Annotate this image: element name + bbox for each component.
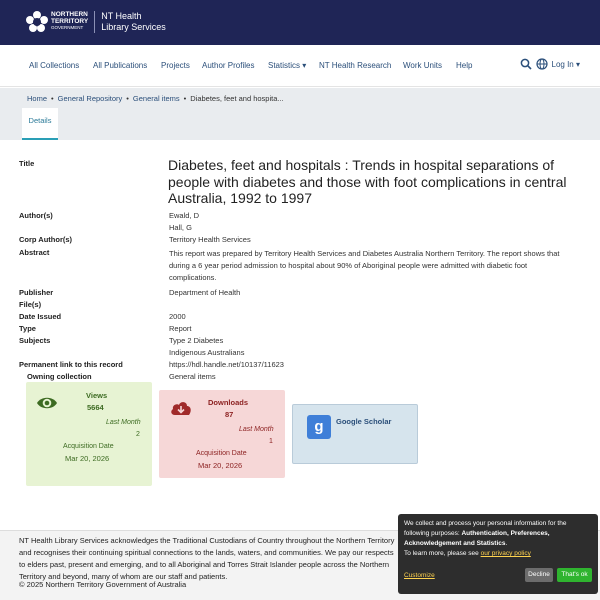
copyright-text: © 2025 Northern Territory Government of Australia	[19, 580, 187, 589]
accept-button[interactable]: That's ok	[557, 568, 592, 582]
permalink-link[interactable]: https://hdl.handle.net/10137/11623	[169, 360, 284, 369]
files-label: File(s)	[19, 300, 42, 309]
breadcrumb-bar	[0, 88, 600, 140]
logo-divider	[94, 11, 95, 33]
views-acq-label: Acquisition Date	[63, 443, 114, 450]
logo-wordmark: NORTHERN TERRITORY GOVERNMENT	[51, 11, 89, 31]
downloads-card	[159, 390, 285, 478]
downloads-label: Downloads	[208, 398, 249, 407]
google-scholar-icon: g	[307, 415, 331, 439]
nav-all-publications[interactable]: All Publications	[93, 61, 148, 70]
downloads-period-label: Last Month	[239, 426, 274, 433]
breadcrumb-general-repository[interactable]: General Repository	[57, 94, 123, 103]
cloud-download-icon	[170, 399, 192, 417]
google-scholar-label: Google Scholar	[336, 417, 392, 426]
acknowledgement-text: NT Health Library Services acknowledges the Traditional Custodians of Country throughout the Northern Territory and recognises their continuing spiritual connections to the lands, waters, and communities. We pay our respects to elders past, present and emerging, and to all Aboriginal and Torres Strait Islander people across the Northern Territory and beyond, many of whom are our staff and patients.	[19, 536, 395, 581]
cookie-consent-banner	[398, 514, 598, 594]
date-issued-value: 2000	[169, 312, 186, 321]
nt-flower-icon	[26, 11, 48, 33]
corp-authors-label: Corp Author(s)	[19, 235, 73, 244]
nav-statistics[interactable]: Statistics ▾	[268, 61, 307, 70]
owning-collection-link[interactable]: General items	[169, 372, 216, 381]
google-scholar-card[interactable]	[292, 404, 418, 464]
downloads-acq-label: Acquisition Date	[196, 450, 247, 457]
cookie-learn-more: To learn more, please see our privacy policy	[404, 550, 531, 557]
views-card	[26, 382, 152, 486]
main-nav	[0, 45, 600, 87]
nav-author-profiles[interactable]: Author Profiles	[202, 61, 255, 70]
privacy-policy-link[interactable]: our privacy policy	[480, 550, 531, 557]
cookie-message: We collect and process your personal information for the following purposes: Authentication, Preferences, Acknowledgement and Statistics.	[404, 520, 567, 547]
subjects-label: Subjects	[19, 336, 51, 345]
record-title: Diabetes, feet and hospitals : Trends in hospital separations of people with diabetes and those with foot complications in central Australia, 1992 to 1997	[168, 157, 567, 206]
abstract-text: This report was prepared by Territory Health Services and Diabetes Australia Northern Territory. The report shows that during a 6 year period admission to hospital about 90% of Aboriginal people were admitted with diabetic foot complications.	[169, 249, 560, 282]
caret-down-icon: ▾	[302, 61, 307, 70]
views-count: 5664	[87, 403, 104, 412]
login-menu[interactable]: Log In ▾	[551, 59, 580, 69]
breadcrumb-general-items[interactable]: General items	[132, 94, 180, 103]
language-globe-icon[interactable]	[536, 58, 548, 70]
nav-nt-health-research[interactable]: NT Health Research	[319, 61, 392, 70]
views-period-label: Last Month	[106, 419, 141, 426]
nav-help[interactable]: Help	[456, 61, 473, 70]
nav-work-units[interactable]: Work Units	[403, 61, 442, 70]
views-period-value: 2	[136, 431, 140, 438]
subject-link[interactable]: Type 2 Diabetes	[169, 336, 224, 345]
abstract-label: Abstract	[19, 248, 50, 257]
permalink-label: Permanent link to this record	[19, 360, 123, 369]
breadcrumb-current: Diabetes, feet and hospita...	[190, 94, 284, 103]
date-issued-label: Date Issued	[19, 312, 62, 321]
downloads-acq-date: Mar 20, 2026	[198, 461, 243, 470]
type-label: Type	[19, 324, 36, 333]
author-link[interactable]: Ewald, D	[169, 211, 200, 220]
author-link[interactable]: Hall, G	[169, 223, 192, 232]
corp-author-link[interactable]: Territory Health Services	[169, 235, 251, 244]
views-acq-date: Mar 20, 2026	[65, 454, 110, 463]
tab-details[interactable]: Details	[22, 108, 58, 140]
top-header	[0, 0, 600, 45]
breadcrumb	[27, 94, 284, 103]
breadcrumb-separator: •	[51, 94, 54, 103]
authors-label: Author(s)	[19, 211, 53, 220]
owning-collection-label: Owning collection	[27, 372, 92, 381]
publisher-label: Publisher	[19, 288, 54, 297]
eye-icon	[36, 392, 58, 414]
downloads-period-value: 1	[269, 438, 273, 445]
subject-link[interactable]: Indigenous Australians	[169, 348, 245, 357]
search-icon[interactable]	[520, 58, 532, 70]
breadcrumb-separator: •	[183, 94, 187, 103]
nt-government-logo[interactable]	[26, 11, 166, 33]
views-label: Views	[86, 391, 108, 400]
title-label: Title	[19, 159, 35, 168]
breadcrumb-home[interactable]: Home	[27, 94, 48, 103]
publisher-value: Department of Health	[169, 288, 241, 297]
nav-all-collections[interactable]: All Collections	[29, 61, 80, 70]
downloads-count: 87	[225, 410, 234, 419]
nav-projects[interactable]: Projects	[161, 61, 190, 70]
customize-link[interactable]: Customize	[404, 572, 435, 579]
type-value: Report	[169, 324, 192, 333]
breadcrumb-separator: •	[126, 94, 129, 103]
app-title: NT Health Library Services	[101, 11, 166, 32]
decline-button[interactable]: Decline	[525, 568, 553, 582]
caret-down-icon: ▾	[575, 59, 580, 69]
